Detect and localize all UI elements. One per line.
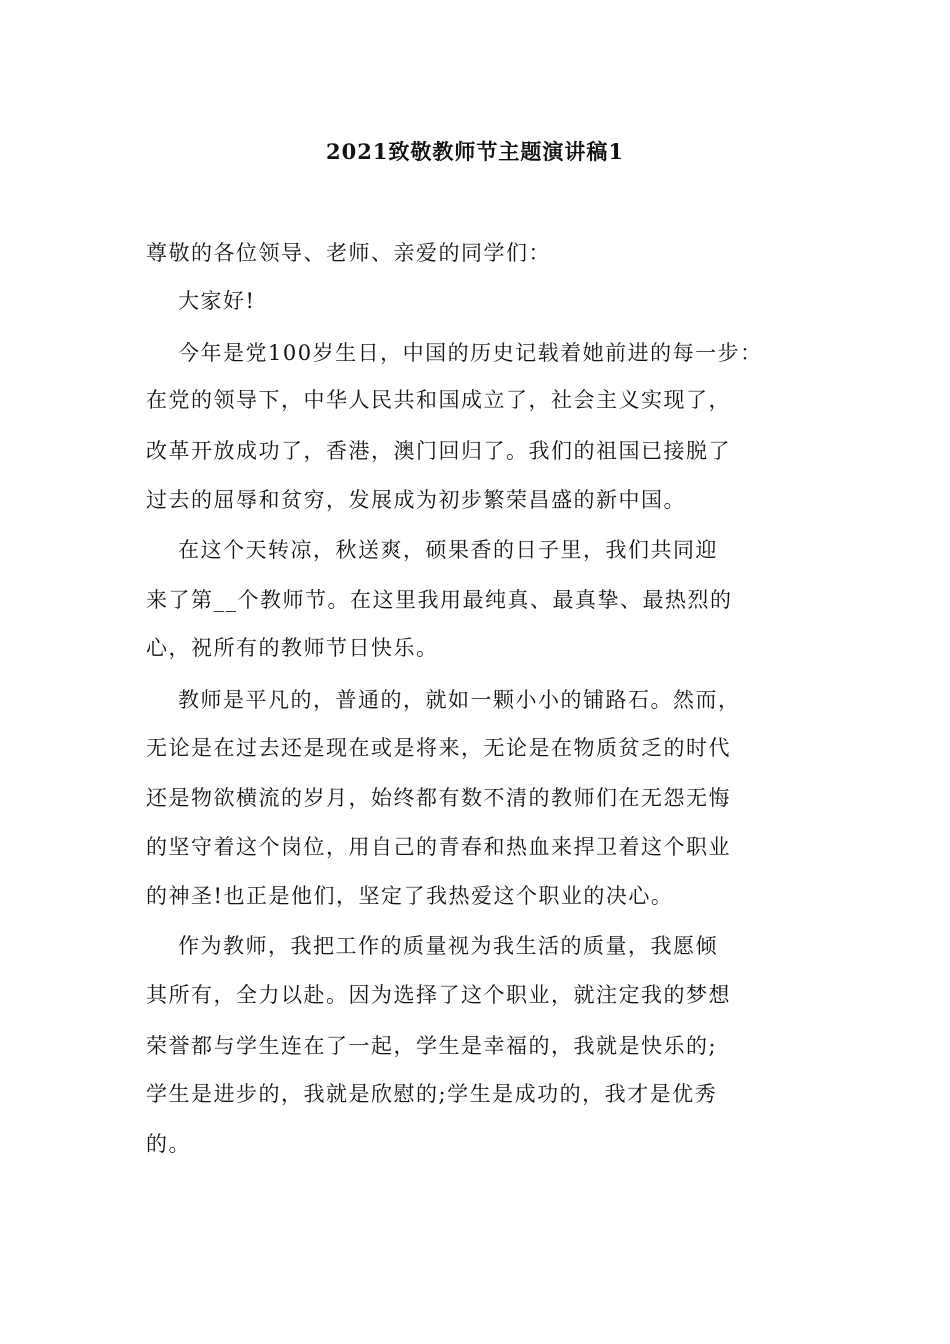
paragraph-2-line-2: 来了第__个教师节。在这里我用最纯真、最真挚、最热烈的: [146, 588, 733, 612]
paragraph-3-line-5: 的神圣!也正是他们，坚定了我热爱这个职业的决心。: [146, 884, 674, 908]
paragraph-1-line-1: 今年是党100岁生日，中国的历史记载着她前进的每一步：: [178, 341, 763, 365]
document-title: 2021致敬教师节主题演讲稿1: [325, 139, 625, 164]
paragraph-3-line-1: 教师是平凡的，普通的，就如一颗小小的铺路石。然而，: [178, 688, 741, 712]
paragraph-4-line-5: 的。: [146, 1132, 191, 1156]
paragraph-1-line-3: 改革开放成功了，香港，澳门回归了。我们的祖国已接脱了: [146, 439, 731, 463]
paragraph-2-line-3: 心，祝所有的教师节日快乐。: [146, 636, 439, 660]
paragraph-4-line-1: 作为教师，我把工作的质量视为我生活的质量，我愿倾: [178, 934, 718, 958]
paragraph-3-line-4: 的坚守着这个岗位，用自己的青春和热血来捍卫着这个职业: [146, 835, 731, 859]
greeting: 大家好!: [178, 289, 256, 313]
paragraph-3-line-3: 还是物欲横流的岁月，始终都有数不清的教师们在无怨无悔: [146, 786, 731, 810]
paragraph-2-line-1: 在这个天转凉，秋送爽，硕果香的日子里，我们共同迎: [178, 538, 718, 562]
salutation: 尊敬的各位领导、老师、亲爱的同学们：: [146, 241, 551, 265]
paragraph-4-line-2: 其所有，全力以赴。因为选择了这个职业，就注定我的梦想: [146, 983, 731, 1007]
paragraph-1-line-4: 过去的屈辱和贫穷，发展成为初步繁荣昌盛的新中国。: [146, 488, 686, 512]
paragraph-4-line-3: 荣誉都与学生连在了一起，学生是幸福的，我就是快乐的;: [146, 1034, 718, 1058]
paragraph-3-line-2: 无论是在过去还是现在或是将来，无论是在物质贫乏的时代: [146, 736, 731, 760]
paragraph-4-line-4: 学生是进步的，我就是欣慰的;学生是成功的，我才是优秀: [146, 1082, 718, 1106]
paragraph-1-line-2: 在党的领导下，中华人民共和国成立了，社会主义实现了，: [146, 388, 731, 412]
